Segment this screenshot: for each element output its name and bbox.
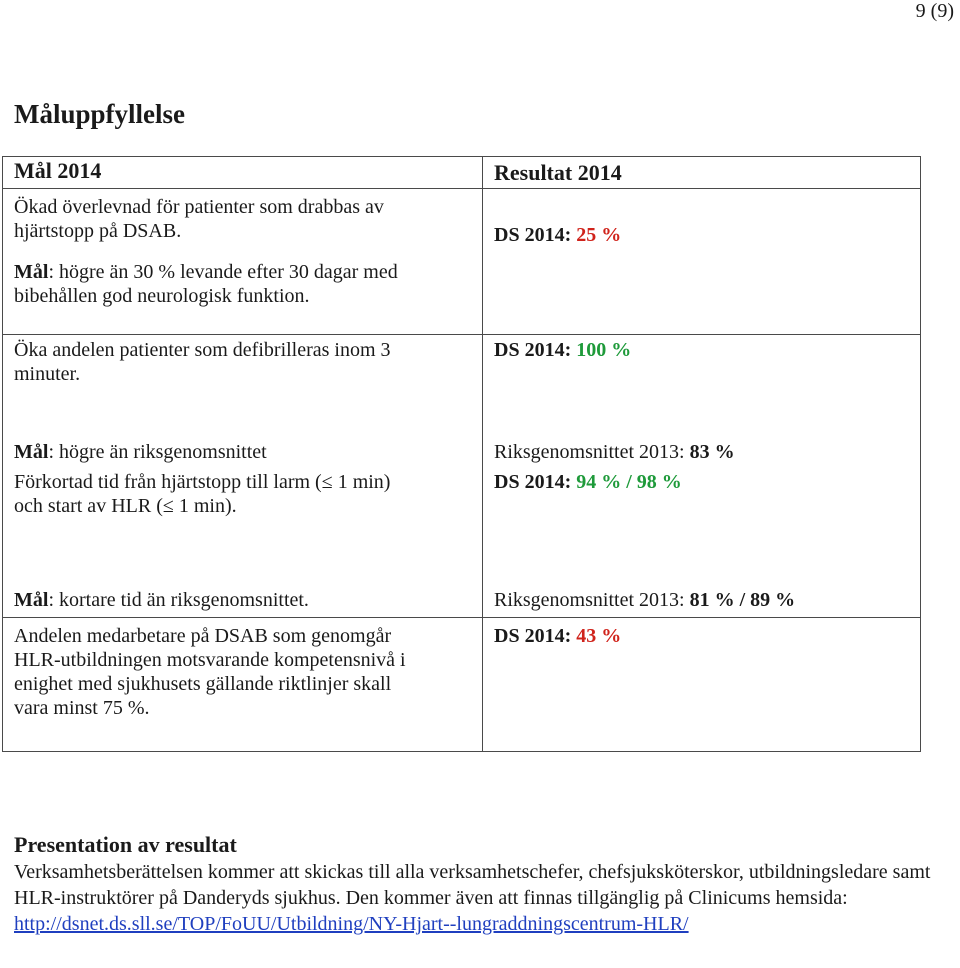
goal-cell: [3, 617, 483, 751]
goal-cell: [3, 334, 483, 617]
goal-label: Mål: [14, 260, 49, 283]
goal-line: hjärtstopp på DSAB.: [14, 219, 182, 242]
result-label: DS 2014:: [494, 338, 572, 361]
table-row: [3, 188, 921, 334]
intranet-link[interactable]: http://dsnet.ds.sll.se/TOP/FoUU/Utbildning/NY-Hjart--lungraddningscentrum-HLR/: [14, 913, 689, 935]
goal-line: Öka andelen patienter som defibrilleras inom 3: [14, 338, 391, 361]
result-line: [494, 625, 621, 647]
result-cell: [483, 334, 921, 617]
result-cell: [483, 188, 921, 334]
reference-value: 83 %: [689, 440, 735, 463]
goal-label: Mål: [14, 588, 49, 611]
goal-line: enighet med sjukhusets gällande riktlinjer skall: [14, 672, 392, 695]
header-goal-label: Mål 2014: [14, 158, 102, 183]
presentation-body: Verksamhetsberättelsen kommer att skickas till alla verksamhetschefer, chefsjuksköterskor, utbildningsledare samt HLR-instruktörer på Danderyds sjukhus. Den kommer även att finnas tillgänglig på Clinicums hemsida:: [14, 861, 931, 909]
header-result-cell: [483, 157, 921, 189]
result-label: DS 2014:: [494, 470, 572, 493]
reference-line: [494, 440, 920, 464]
result-label: DS 2014:: [494, 223, 572, 246]
goal-line: minuter.: [14, 362, 81, 385]
presentation-title: Presentation av resultat: [14, 832, 237, 857]
result-value: 94 % / 98 %: [576, 470, 682, 493]
goal-line: Ökad överlevnad för patienter som drabbas av: [14, 195, 384, 218]
table-header-row: [3, 157, 921, 189]
page-heading: Måluppfyllelse: [14, 99, 186, 129]
goal-result-table: [2, 156, 921, 752]
goal-line: Förkortad tid från hjärtstopp till larm (≤ 1 min): [14, 470, 391, 493]
result-line: [494, 470, 920, 494]
presentation-text: [14, 859, 944, 937]
goal-target-line: [14, 440, 482, 464]
goal-target-text: : högre än riksgenomsnittet: [48, 440, 267, 463]
reference-label: Riksgenomsnittet 2013:: [494, 440, 685, 463]
goal-line: Andelen medarbetare på DSAB som genomgår: [14, 624, 392, 647]
reference-label: Riksgenomsnittet 2013:: [494, 588, 685, 611]
result-line: [494, 224, 621, 246]
result-value: 25 %: [576, 223, 622, 246]
page-number: 9 (9): [915, 0, 954, 22]
result-cell: [483, 617, 921, 751]
goal-target-text: : kortare tid än riksgenomsnittet.: [48, 588, 309, 611]
result-value: 43 %: [576, 624, 622, 647]
result-value: 100 %: [576, 338, 632, 361]
goal-line: vara minst 75 %.: [14, 696, 150, 719]
goal-line: bibehållen god neurologisk funktion.: [14, 284, 310, 307]
result-label: DS 2014:: [494, 624, 572, 647]
goal-target-text: : högre än 30 % levande efter 30 dagar med: [48, 260, 398, 283]
goal-target-line: [14, 260, 482, 284]
table-row: [3, 334, 921, 617]
goal-line: och start av HLR (≤ 1 min).: [14, 494, 237, 517]
header-goal-cell: [3, 157, 483, 189]
goal-label: Mål: [14, 440, 49, 463]
goal-line: HLR-utbildningen motsvarande kompetensnivå i: [14, 648, 406, 671]
reference-value: 81 % / 89 %: [689, 588, 796, 611]
goal-target-line: [14, 588, 482, 612]
reference-line: [494, 588, 920, 612]
header-result-label: Resultat 2014: [494, 160, 622, 185]
table-row: [3, 617, 921, 751]
goal-cell: [3, 188, 483, 334]
result-line: [494, 338, 920, 362]
